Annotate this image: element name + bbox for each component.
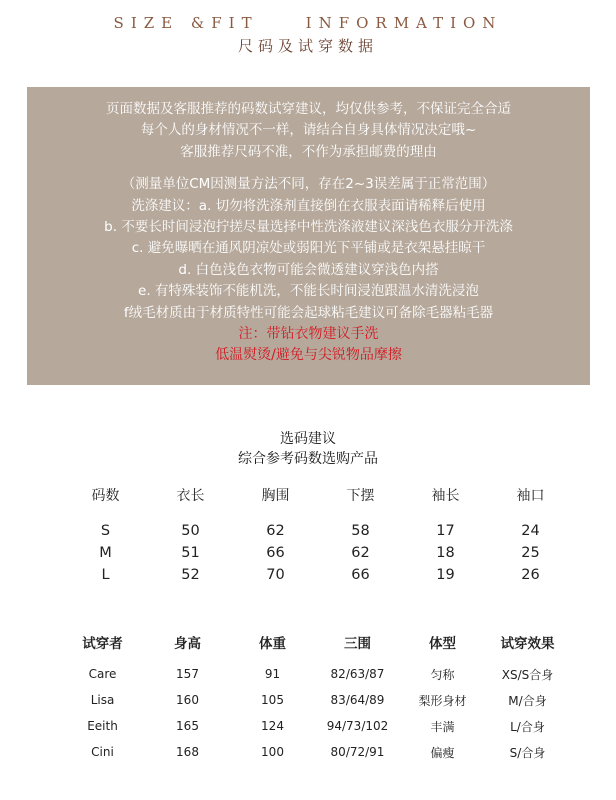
size-table-row [63, 564, 573, 586]
fit-header-cell: 试穿效果 [500, 636, 555, 652]
size-header-cell: 袖口 [516, 488, 545, 504]
size-cell: 52 [181, 567, 200, 583]
size-cell: 18 [436, 545, 455, 561]
fit-cell: Care [88, 667, 117, 681]
fit-table-row [60, 713, 570, 739]
size-cell: 66 [351, 567, 370, 583]
fit-cell: M/合身 [508, 693, 547, 708]
fit-cell: S/合身 [509, 745, 546, 760]
fit-cell: 83/64/89 [330, 693, 385, 707]
recommend-subtitle: 综合参考码数选购产品 [238, 451, 378, 467]
fit-table [60, 631, 570, 765]
fit-cell: 匀称 [430, 667, 455, 682]
fit-cell: 105 [261, 693, 284, 707]
fit-cell: 梨形身材 [418, 693, 467, 708]
size-header-cell: 下摆 [346, 488, 375, 504]
size-cell: 19 [436, 567, 455, 583]
size-table-header-row [63, 484, 573, 520]
size-cell: L [101, 567, 110, 583]
size-cell: 66 [266, 545, 285, 561]
fit-cell: L/合身 [510, 719, 545, 734]
fit-cell: 168 [176, 745, 199, 759]
fit-cell: 82/63/87 [330, 667, 385, 681]
care-line: （测量单位CM因测量方法不同，存在2~3误差属于正常范围） [121, 176, 496, 193]
recommend-title: 选码建议 [280, 431, 336, 447]
fit-cell: 80/72/91 [330, 745, 385, 759]
size-header-cell: 胸围 [261, 488, 290, 504]
size-table [63, 484, 573, 586]
fit-cell: 157 [176, 667, 199, 681]
care-line: b. 不要长时间浸泡拧搓尽量选择中性洗涤液建议深浅色衣服分开洗涤 [104, 218, 513, 235]
size-cell: 26 [521, 567, 540, 583]
fit-cell: 160 [176, 693, 199, 707]
warning-line: 低温熨烫/避免与尖锐物品摩擦 [215, 347, 402, 364]
fit-cell: 偏瘦 [430, 745, 455, 760]
care-line: f绒毛材质由于材质特性可能会起球粘毛建议可备除毛器粘毛器 [123, 304, 494, 321]
size-cell: 58 [351, 523, 370, 539]
fit-header-cell: 体重 [259, 636, 286, 652]
notice-line: 每个人的身材情况不一样，请结合自身具体情况决定哦~ [140, 122, 477, 139]
fit-header-cell: 试穿者 [82, 636, 123, 652]
size-cell: 17 [436, 523, 455, 539]
fit-cell: XS/S合身 [501, 667, 554, 682]
size-table-row [63, 542, 573, 564]
fit-cell: 124 [261, 719, 284, 733]
size-cell: S [100, 523, 111, 539]
size-cell: M [99, 545, 112, 561]
fit-cell: 91 [264, 667, 281, 681]
warning-line: 注：带钻衣物建议手洗 [238, 325, 379, 342]
size-header-cell: 袖长 [431, 488, 460, 504]
size-cell: 51 [181, 545, 200, 561]
fit-cell: Eeith [87, 719, 118, 733]
fit-cell: 丰满 [430, 719, 455, 734]
size-cell: 24 [521, 523, 540, 539]
size-cell: 25 [521, 545, 540, 561]
notice-line: 页面数据及客服推荐的码数试穿建议，均仅供参考，不保证完全合适 [106, 101, 511, 117]
fit-cell: 94/73/102 [326, 719, 389, 733]
notice-line: 客服推荐尺码不准，不作为承担邮费的理由 [180, 143, 437, 160]
fit-header-cell: 体型 [429, 636, 456, 652]
fit-header-cell: 身高 [174, 636, 201, 652]
fit-cell: 100 [261, 745, 284, 759]
fit-table-row [60, 739, 570, 765]
care-line: e. 有特殊装饰不能机洗，不能长时间浸泡跟温水清洗浸泡 [138, 283, 479, 300]
care-line: d. 白色浅色衣物可能会微透建议穿浅色内搭 [178, 261, 439, 278]
fit-table-row [60, 687, 570, 713]
notice-panel [27, 87, 590, 385]
fit-cell: 165 [176, 719, 199, 733]
size-cell: 62 [266, 523, 285, 539]
size-table-row [63, 520, 573, 542]
fit-table-header-row [60, 631, 570, 661]
header-title-cn: 尺码及试穿数据 [237, 37, 378, 55]
fit-cell: Cini [91, 745, 114, 759]
fit-header-cell: 三围 [344, 636, 371, 652]
size-header-cell: 衣长 [176, 488, 205, 504]
header-title-en: SIZE &FIT INFORMATION [113, 14, 503, 32]
notice-gap [27, 163, 590, 174]
fit-cell: Lisa [90, 693, 115, 707]
care-line: 洗涤建议：a. 切勿将洗涤剂直接倒在衣服表面请稀释后使用 [131, 197, 486, 214]
care-line: c. 避免曝晒在通风阴凉处或弱阳光下平铺或是衣架悬挂晾干 [131, 240, 486, 257]
fit-table-row [60, 661, 570, 687]
size-cell: 70 [266, 567, 285, 583]
size-cell: 62 [351, 545, 370, 561]
size-cell: 50 [181, 523, 200, 539]
size-header-cell: 码数 [91, 488, 120, 504]
